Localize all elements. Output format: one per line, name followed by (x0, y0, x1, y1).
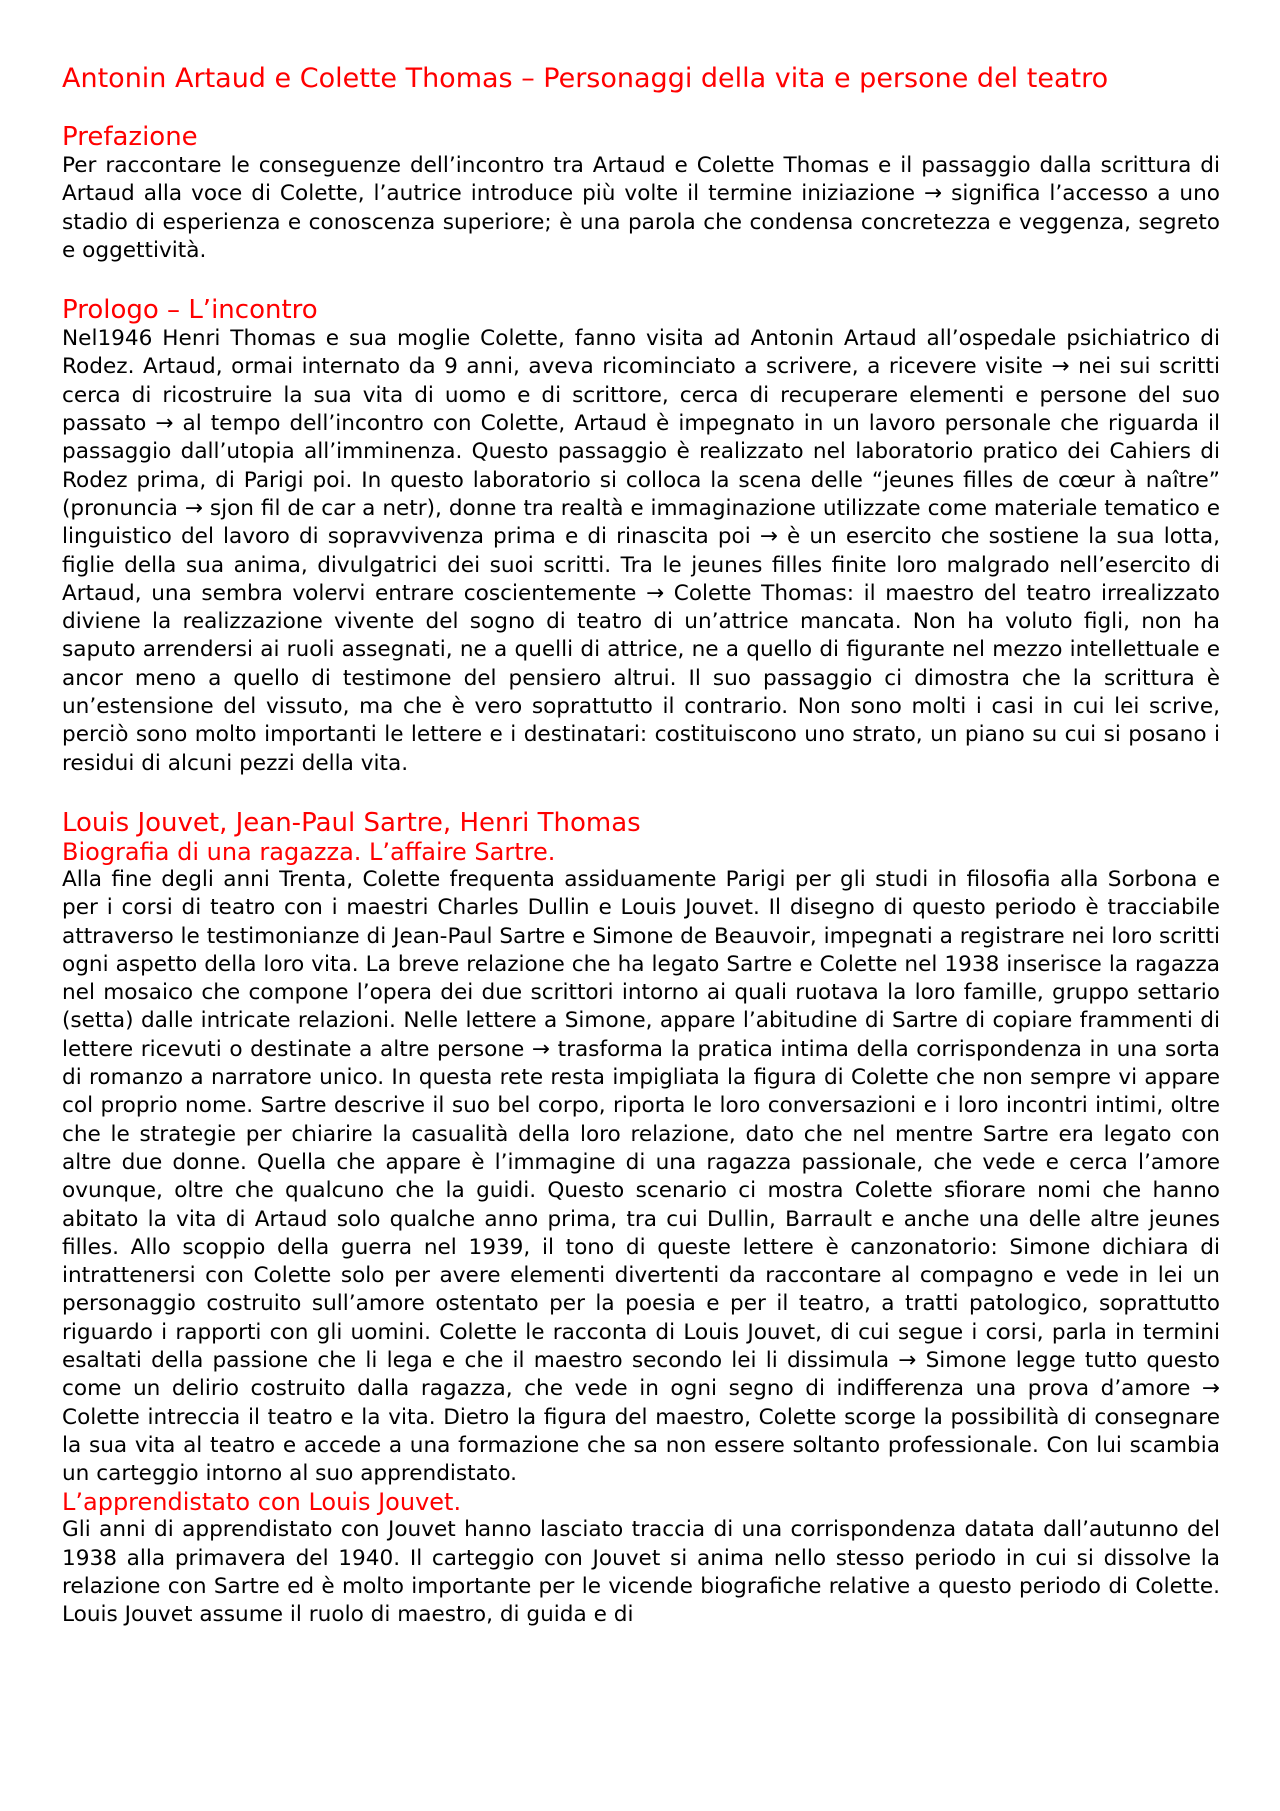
section-heading-prologo: Prologo – L’incontro (62, 295, 318, 326)
paragraph-prologo: Nel1946 Henri Thomas e sua moglie Colette, fanno visita ad Antonin Artaud all’ospedale psichiatrico di Rodez. Artaud, ormai internato da 9 anni, aveva ricominciato a scrivere, a ricevere visite → nei sui scritti cerca di ricostruire la sua vita di uomo e di scrittore, cerca di recuperare elementi e persone del suo passato → al tempo dell’incontro con Colette, Artaud è impegnato in un lavoro personale che riguarda il passaggio dall’utopia all’imminenza. Questo passaggio è realizzato nel laboratorio pratico dei Cahiers di Rodez prima, di Parigi poi. In questo laboratorio si colloca la scena delle “jeunes filles de cœur à naître” (pronuncia → sjon fil de car a netr), donne tra realtà e immaginazione utilizzate come materiale tematico e linguistico del lavoro di sopravvivenza prima e di rinascita poi → è un esercito che sostiene la sua lotta, figlie della sua anima, divulgatrici dei suoi scritti. Tra le jeunes filles finite loro malgrado nell’esercito di Artaud, una sembra volervi entrare coscientemente → Colette Thomas: il maestro del teatro irrealizzato diviene la realizzazione vivente del sogno di teatro di un’attrice mancata. Non ha voluto figli, non ha saputo arrendersi ai ruoli assegnati, ne a quelli di attrice, ne a quello di figurante nel mezzo intellettuale e ancor meno a quello di testimone del pensiero altrui. Il suo passaggio ci dimostra che la scrittura è un’estensione del vissuto, ma che è vero soprattutto il contrario. Non sono molti i casi in cui lei scrive, perciò sono molto importanti le lettere e i destinatari: costituiscono uno strato, un piano su cui si posano i residui di alcuni pezzi della vita. (62, 326, 1220, 776)
subheading-apprendistato: L’apprendistato con Louis Jouvet. (62, 1488, 462, 1517)
paragraph-apprendistato: Gli anni di apprendistato con Jouvet hanno lasciato traccia di una corrispondenza datata dall’autunno del 1938 alla primavera del 1940. Il carteggio con Jouvet si anima nello stesso periodo in cui si dissolve la relazione con Sartre ed è molto importante per le vicende biografiche relative a questo periodo di Colette. Louis Jouvet assume il ruolo di maestro, di guida e di (62, 1517, 1220, 1628)
paragraph-affaire-sartre: Alla fine degli anni Trenta, Colette frequenta assiduamente Parigi per gli studi in filosofia alla Sorbona e per i corsi di teatro con i maestri Charles Dullin e Louis Jouvet. Il disegno di questo periodo è tracciabile attraverso le testimonianze di Jean-Paul Sartre e Simone de Beauvoir, impegnati a registrare nei loro scritti ogni aspetto della loro vita. La breve relazione che ha legato Sartre e Colette nel 1938 inserisce la ragazza nel mosaico che compone l’opera dei due scrittori intorno ai quali ruotava la loro famille, gruppo settario (setta) dalle intricate relazioni. Nelle lettere a Simone, appare l’abitudine di Sartre di copiare frammenti di lettere ricevuti o destinate a altre persone → trasforma la pratica intima della corrispondenza in una sorta di romanzo a narratore unico. In questa rete resta impigliata la figura di Colette che non sempre vi appare col proprio nome. Sartre descrive il suo bel corpo, riporta le loro conversazioni e i loro incontri intimi, oltre che le strategie per chiarire la casualità della loro relazione, dato che nel mentre Sartre era legato con altre due donne. Quella che appare è l’immagine di una ragazza passionale, che vede e cerca l’amore ovunque, oltre che qualcuno che la guidi. Questo scenario ci mostra Colette sfiorare nomi che hanno abitato la vita di Artaud solo qualche anno prima, tra cui Dullin, Barrault e anche una delle altre jeunes filles. Allo scoppio della guerra nel 1939, il tono di queste lettere è canzonatorio: Simone dichiara di intrattenersi con Colette solo per avere elementi divertenti da raccontare al compagno e vede in lei un personaggio costruito sull’amore ostentato per la poesia e per il teatro, a tratti patologico, soprattutto riguardo i rapporti con gli uomini. Colette le racconta di Louis Jouvet, di cui segue i corsi, parla in termini esaltati della passione che li lega e che il maestro secondo lei li dissimula → Simone legge tutto questo come un delirio costruito dalla ragazza, che vede in ogni segno di indifferenza una prova d’amore → Colette intreccia il teatro e la vita. Dietro la figura del maestro, Colette scorge la possibilità di consegnare la sua vita al teatro e accede a una formazione che sa non essere soltanto professionale. Con lui scambia un carteggio intorno al suo apprendistato. (62, 866, 1220, 1487)
document-title: Antonin Artaud e Colette Thomas – Personaggi della vita e persone del teatro (62, 63, 1109, 94)
section-prologo (62, 295, 1220, 778)
paragraph-prefazione: Per raccontare le conseguenze dell’incontro tra Artaud e Colette Thomas e il passaggio dalla scrittura di Artaud alla voce di Colette, l’autrice introduce più volte il termine iniziazione → significa l’accesso a uno stadio di esperienza e conoscenza superiore; è una parola che condensa concretezza e veggenza, segreto e oggettività. (62, 153, 1220, 263)
subheading-affaire-sartre: Biografia di una ragazza. L’affaire Sartre. (62, 837, 556, 866)
section-prefazione (62, 122, 1220, 265)
section-jouvet-sartre-thomas (62, 808, 1220, 1630)
section-heading-jouvet-sartre-thomas: Louis Jouvet, Jean-Paul Sartre, Henri Thomas (62, 807, 641, 838)
section-heading-prefazione: Prefazione (62, 122, 198, 152)
document-page (62, 62, 1220, 1630)
